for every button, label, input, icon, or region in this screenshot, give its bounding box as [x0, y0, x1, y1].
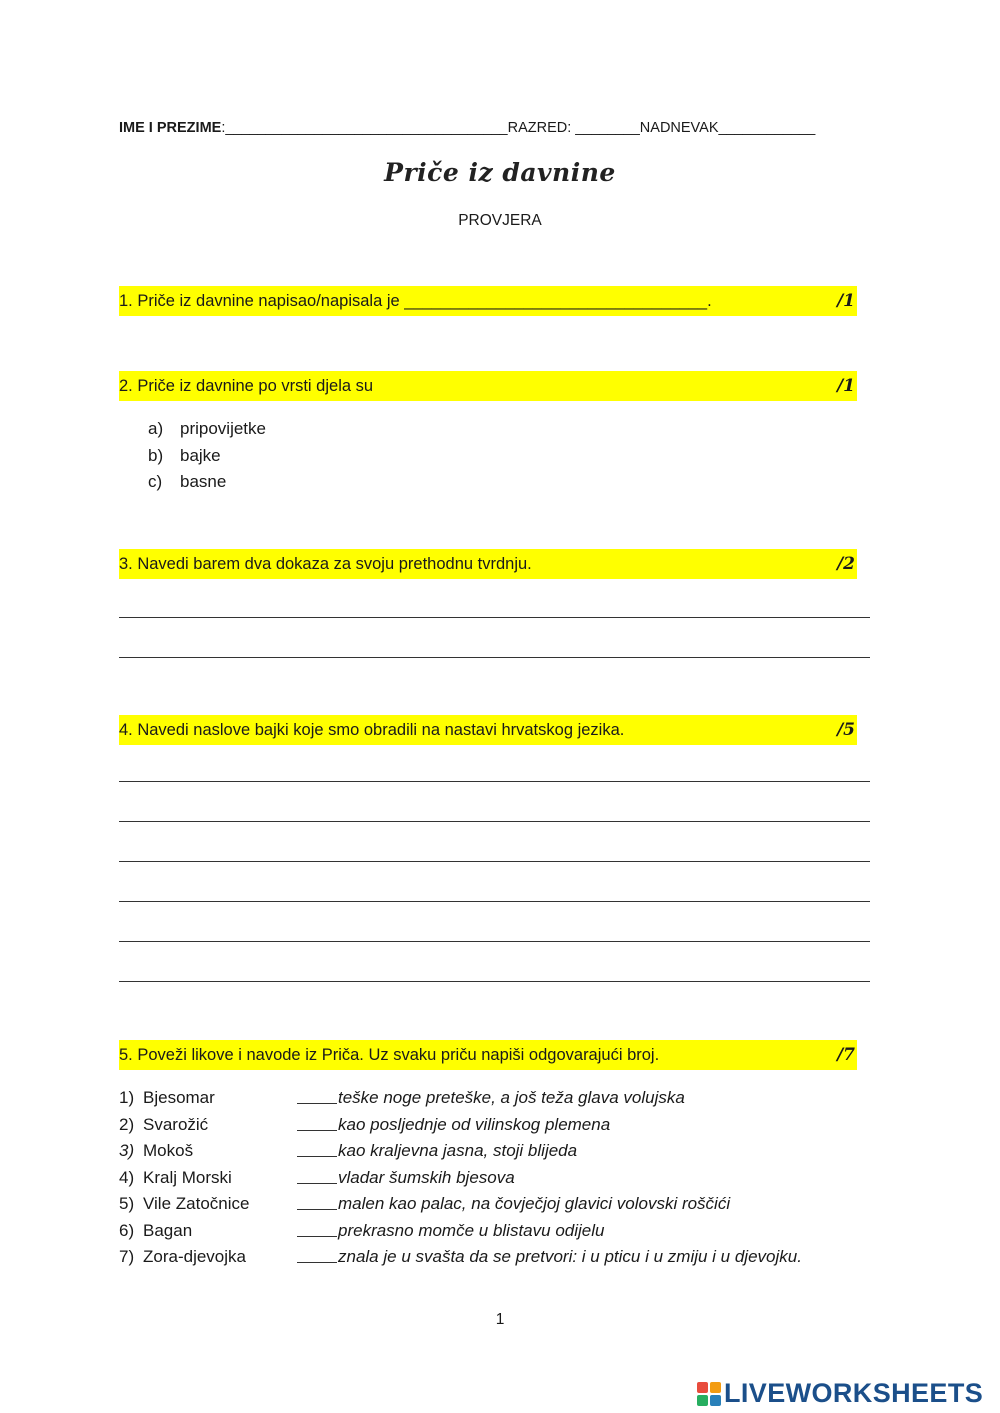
question-points: /1: [836, 291, 855, 311]
name-label: IME I PREZIME: [119, 120, 222, 136]
question-4: [119, 715, 857, 745]
answer-options: [148, 416, 266, 496]
question-text: 1. Priče iz davnine napisao/napisala je _________________________________.: [119, 291, 712, 310]
matching-row: 5) Vile Zatočnice malen kao palac, na čovječjoj glavici volovski roščići: [119, 1191, 802, 1218]
question-points: /1: [836, 376, 855, 396]
brand-text: LIVEWORKSHEETS: [724, 1378, 984, 1408]
liveworksheets-logo-icon: [697, 1382, 721, 1406]
answer-line[interactable]: [119, 657, 870, 658]
matching-row: 1) Bjesomar teške noge preteške, a još teža glava volujska: [119, 1085, 802, 1112]
question-text: 4. Navedi naslove bajki koje smo obradili na nastavi hrvatskog jezika.: [119, 720, 625, 739]
answer-blank[interactable]: [297, 1244, 337, 1263]
question-text: 5. Poveži likove i navode iz Priča. Uz svaku priču napiši odgovarajući broj.: [119, 1045, 660, 1064]
answer-line[interactable]: [119, 861, 870, 862]
student-info-header: [119, 120, 879, 136]
worksheet-subtitle: PROVJERA: [458, 212, 542, 229]
page-number: 1: [495, 1311, 505, 1328]
option-c[interactable]: c) basne: [148, 472, 227, 491]
answer-line[interactable]: [119, 821, 870, 822]
question-points: /2: [836, 554, 855, 574]
question-points: /5: [836, 720, 855, 740]
answer-line[interactable]: [119, 981, 870, 982]
answer-line[interactable]: [119, 617, 870, 618]
matching-row: 6) Bagan prekrasno momče u blistavu odijelu: [119, 1218, 802, 1245]
option-b[interactable]: b) bajke: [148, 445, 221, 465]
matching-list: [119, 1085, 802, 1271]
question-2: [119, 371, 857, 401]
answer-line[interactable]: [119, 941, 870, 942]
matching-row: 4) Kralj Morski vladar šumskih bjesova: [119, 1165, 802, 1192]
answer-blank[interactable]: [297, 1085, 337, 1104]
matching-row: 2) Svarožić kao posljednje od vilinskog plemena: [119, 1112, 802, 1139]
matching-row: 7) Zora-djevojka znala je u svašta da se pretvori: i u pticu i u zmiju i u djevojku.: [119, 1244, 802, 1271]
question-points: /7: [836, 1045, 855, 1065]
answer-blank[interactable]: [297, 1112, 337, 1131]
date-field[interactable]: NADNEVAK____________: [639, 120, 816, 136]
liveworksheets-watermark: [697, 1378, 983, 1409]
class-field[interactable]: RAZRED: ________: [507, 120, 640, 136]
answer-line[interactable]: [119, 901, 870, 902]
question-text: 2. Priče iz davnine po vrsti djela su: [119, 376, 374, 395]
answer-line[interactable]: [119, 781, 870, 782]
question-text: 3. Navedi barem dva dokaza za svoju prethodnu tvrdnju.: [119, 554, 532, 573]
answer-blank[interactable]: [297, 1218, 337, 1237]
worksheet-title: Priče iz davnine: [384, 158, 616, 187]
question-3: [119, 549, 857, 579]
answer-blank[interactable]: [297, 1138, 337, 1157]
matching-row: 3) Mokoš kao kraljevna jasna, stoji blijeda: [119, 1138, 802, 1165]
answer-blank[interactable]: [297, 1165, 337, 1184]
answer-blank[interactable]: [297, 1191, 337, 1210]
question-5: [119, 1040, 857, 1070]
option-a[interactable]: a) pripovijetke: [148, 419, 266, 438]
question-1: [119, 286, 857, 316]
name-field[interactable]: :___________________________________: [221, 120, 508, 136]
